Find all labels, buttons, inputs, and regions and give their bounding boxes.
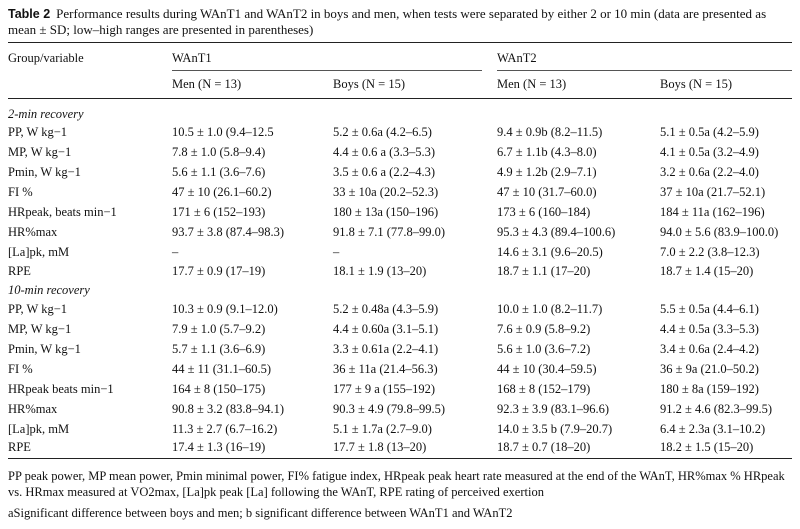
row-label: [La]pk, mM bbox=[8, 422, 70, 436]
cell-boys-want1: 4.4 ± 0.60a (3.1–5.1) bbox=[333, 322, 439, 336]
header-want2: WAnT2 bbox=[497, 51, 537, 65]
header-group-variable: Group/variable bbox=[8, 51, 84, 65]
cell-men-want2: 168 ± 8 (152–179) bbox=[497, 382, 591, 396]
caption-text: Performance results during WAnT1 and WAnT2 in boys and men, when tests were separated by either 2 or 10 min (data are presented as mean ± SD; low–high ranges are presented in parentheses) bbox=[8, 6, 767, 37]
cell-men-want2: 18.7 ± 0.7 (18–20) bbox=[497, 440, 591, 454]
cell-men-want2: 95.3 ± 4.3 (89.4–100.6) bbox=[497, 225, 616, 239]
cell-men-want2: 47 ± 10 (31.7–60.0) bbox=[497, 185, 597, 199]
cell-boys-want1: 177 ± 9 a (155–192) bbox=[333, 382, 435, 396]
cell-boys-want1: 91.8 ± 7.1 (77.8–99.0) bbox=[333, 225, 446, 239]
cell-men-want2: 7.6 ± 0.9 (5.8–9.2) bbox=[497, 322, 591, 336]
cell-men-want2: 9.4 ± 0.9b (8.2–11.5) bbox=[497, 125, 603, 139]
cell-boys-want2: 6.4 ± 2.3a (3.1–10.2) bbox=[660, 422, 766, 436]
cell-boys-want2: 18.2 ± 1.5 (15–20) bbox=[660, 440, 754, 454]
cell-boys-want2: 5.1 ± 0.5a (4.2–5.9) bbox=[660, 125, 759, 139]
row-label: HR%max bbox=[8, 225, 58, 239]
cell-boys-want2: 180 ± 8a (159–192) bbox=[660, 382, 759, 396]
cell-boys-want2: 7.0 ± 2.2 (3.8–12.3) bbox=[660, 245, 760, 259]
cell-boys-want2: 91.2 ± 4.6 (82.3–99.5) bbox=[660, 402, 773, 416]
cell-boys-want1: 5.2 ± 0.48a (4.3–5.9) bbox=[333, 302, 439, 316]
cell-boys-want2: 5.5 ± 0.5a (4.4–6.1) bbox=[660, 302, 759, 316]
cell-men-want2: 18.7 ± 1.1 (17–20) bbox=[497, 264, 591, 278]
header-boys-want1: Boys (N = 15) bbox=[333, 77, 405, 91]
cell-men-want2: 173 ± 6 (160–184) bbox=[497, 205, 591, 219]
want1-rule bbox=[172, 70, 482, 71]
header-want1: WAnT1 bbox=[172, 51, 212, 65]
row-label: [La]pk, mM bbox=[8, 245, 70, 259]
cell-boys-want1: 18.1 ± 1.9 (13–20) bbox=[333, 264, 427, 278]
cell-boys-want1: 4.4 ± 0.6 a (3.3–5.3) bbox=[333, 145, 435, 159]
row-label: Pmin, W kg−1 bbox=[8, 165, 81, 179]
header-men-want1: Men (N = 13) bbox=[172, 77, 242, 91]
cell-men-want1: 5.7 ± 1.1 (3.6–6.9) bbox=[172, 342, 266, 356]
cell-men-want1: 44 ± 11 (31.1–60.5) bbox=[172, 362, 272, 376]
cell-boys-want2: 94.0 ± 5.6 (83.9–100.0) bbox=[660, 225, 779, 239]
cell-boys-want1: 5.2 ± 0.6a (4.2–6.5) bbox=[333, 125, 432, 139]
want2-rule bbox=[497, 70, 792, 71]
cell-men-want1: 90.8 ± 3.2 (83.8–94.1) bbox=[172, 402, 285, 416]
cell-men-want1: 11.3 ± 2.7 (6.7–16.2) bbox=[172, 422, 278, 436]
cell-boys-want2: 36 ± 9a (21.0–50.2) bbox=[660, 362, 759, 376]
section-title-2min: 2-min recovery bbox=[8, 107, 84, 121]
row-label: MP, W kg−1 bbox=[8, 145, 72, 159]
bottom-rule bbox=[8, 458, 792, 459]
table-caption bbox=[8, 6, 794, 38]
cell-men-want1: 164 ± 8 (150–175) bbox=[172, 382, 266, 396]
row-label: Pmin, W kg−1 bbox=[8, 342, 81, 356]
cell-men-want1: 17.4 ± 1.3 (16–19) bbox=[172, 440, 266, 454]
row-label: PP, W kg−1 bbox=[8, 302, 68, 316]
row-label: HR%max bbox=[8, 402, 58, 416]
row-label: HRpeak beats min−1 bbox=[8, 382, 114, 396]
cell-boys-want1: 3.5 ± 0.6 a (2.2–4.3) bbox=[333, 165, 435, 179]
row-label: FI % bbox=[8, 185, 33, 199]
cell-men-want1: 10.5 ± 1.0 (9.4–12.5 bbox=[172, 125, 274, 139]
cell-men-want2: 14.6 ± 3.1 (9.6–20.5) bbox=[497, 245, 603, 259]
row-label: FI % bbox=[8, 362, 33, 376]
cell-boys-want2: 4.4 ± 0.5a (3.3–5.3) bbox=[660, 322, 759, 336]
cell-men-want2: 4.9 ± 1.2b (2.9–7.1) bbox=[497, 165, 597, 179]
row-label: PP, W kg−1 bbox=[8, 125, 68, 139]
row-label: RPE bbox=[8, 440, 31, 454]
significance-footnote: aSignificant difference between boys and men; b significant difference between WAnT1 and WAnT2 bbox=[8, 506, 513, 520]
cell-men-want1: 17.7 ± 0.9 (17–19) bbox=[172, 264, 266, 278]
cell-men-want1: 7.9 ± 1.0 (5.7–9.2) bbox=[172, 322, 266, 336]
section-title-10min: 10-min recovery bbox=[8, 283, 90, 297]
cell-boys-want2: 18.7 ± 1.4 (15–20) bbox=[660, 264, 754, 278]
header-rule bbox=[8, 98, 792, 99]
abbreviations-footnote: PP peak power, MP mean power, Pmin minimal power, FI% fatigue index, HRpeak peak heart rate measured at the end of the WAnT, HR%max % HRpeak vs. HRmax measured at VO2max, [La]pk peak [La] following the WAnT, RPE rating of perceived exertion bbox=[8, 469, 785, 499]
cell-men-want1: 10.3 ± 0.9 (9.1–12.0) bbox=[172, 302, 278, 316]
table-label: Table 2 bbox=[8, 7, 51, 21]
cell-boys-want1: – bbox=[333, 245, 340, 259]
cell-boys-want1: 180 ± 13a (150–196) bbox=[333, 205, 439, 219]
cell-men-want2: 14.0 ± 3.5 b (7.9–20.7) bbox=[497, 422, 613, 436]
cell-men-want1: 171 ± 6 (152–193) bbox=[172, 205, 266, 219]
cell-boys-want1: 17.7 ± 1.8 (13–20) bbox=[333, 440, 427, 454]
cell-men-want1: 47 ± 10 (26.1–60.2) bbox=[172, 185, 272, 199]
cell-men-want1: 5.6 ± 1.1 (3.6–7.6) bbox=[172, 165, 266, 179]
cell-men-want2: 10.0 ± 1.0 (8.2–11.7) bbox=[497, 302, 603, 316]
cell-men-want2: 92.3 ± 3.9 (83.1–96.6) bbox=[497, 402, 610, 416]
cell-boys-want2: 3.4 ± 0.6a (2.4–4.2) bbox=[660, 342, 759, 356]
header-boys-want2: Boys (N = 15) bbox=[660, 77, 732, 91]
cell-men-want2: 6.7 ± 1.1b (4.3–8.0) bbox=[497, 145, 597, 159]
top-rule bbox=[8, 42, 792, 43]
header-men-want2: Men (N = 13) bbox=[497, 77, 567, 91]
cell-boys-want2: 184 ± 11a (162–196) bbox=[660, 205, 765, 219]
cell-boys-want1: 5.1 ± 1.7a (2.7–9.0) bbox=[333, 422, 432, 436]
cell-men-want2: 5.6 ± 1.0 (3.6–7.2) bbox=[497, 342, 591, 356]
cell-boys-want1: 33 ± 10a (20.2–52.3) bbox=[333, 185, 439, 199]
row-label: HRpeak, beats min−1 bbox=[8, 205, 117, 219]
row-label: MP, W kg−1 bbox=[8, 322, 72, 336]
cell-boys-want2: 3.2 ± 0.6a (2.2–4.0) bbox=[660, 165, 759, 179]
cell-boys-want1: 36 ± 11a (21.4–56.3) bbox=[333, 362, 438, 376]
cell-boys-want2: 4.1 ± 0.5a (3.2–4.9) bbox=[660, 145, 759, 159]
cell-men-want1: – bbox=[172, 245, 179, 259]
cell-boys-want1: 3.3 ± 0.61a (2.2–4.1) bbox=[333, 342, 439, 356]
cell-men-want1: 7.8 ± 1.0 (5.8–9.4) bbox=[172, 145, 266, 159]
cell-men-want1: 93.7 ± 3.8 (87.4–98.3) bbox=[172, 225, 285, 239]
cell-boys-want2: 37 ± 10a (21.7–52.1) bbox=[660, 185, 766, 199]
cell-boys-want1: 90.3 ± 4.9 (79.8–99.5) bbox=[333, 402, 446, 416]
row-label: RPE bbox=[8, 264, 31, 278]
cell-men-want2: 44 ± 10 (30.4–59.5) bbox=[497, 362, 597, 376]
